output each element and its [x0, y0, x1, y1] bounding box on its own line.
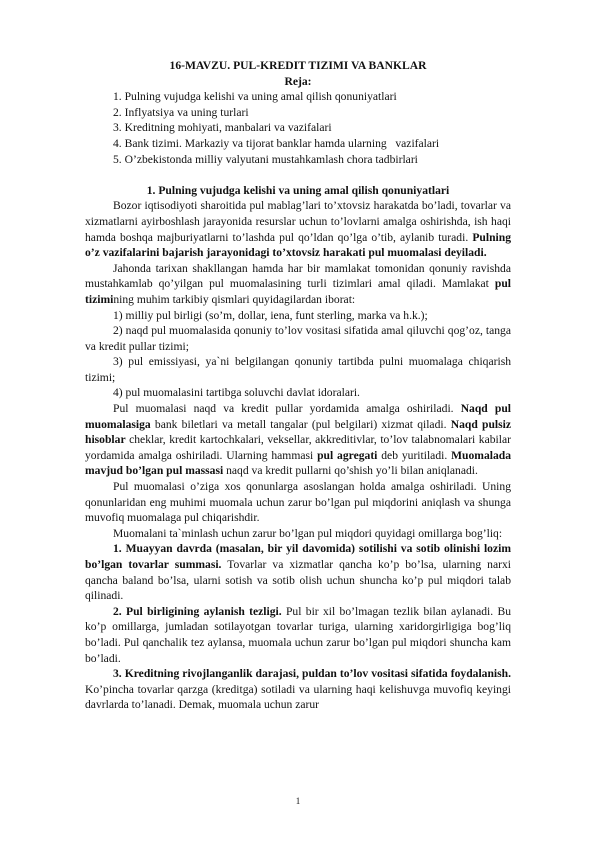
text: Ko’pincha tovarlar qarzga (kreditga) sotiladi va ularning haqi kelishuvga muvofiq keyingi davrlarda to’lanadi. Demak, muomala uchun zarur [85, 682, 511, 712]
factor-paragraph [85, 604, 511, 666]
factor-heading: 1. Muayyan davrda (masalan, bir yil davomida) sotilishi va sotib olinishi lozim bo’lgan tovarlar summasi. [85, 542, 511, 571]
plan-heading: Reja: [284, 74, 312, 88]
list-item: 1) milliy pul birligi (so’m, dollar, iena, funt sterling, marka va h.k.); [113, 308, 428, 322]
text: Pul muomalasi naqd va kredit pullar yordamida amalga oshiriladi. [113, 402, 461, 416]
factor-heading: 3. Kreditning rivojlanganlik darajasi, puldan to’lov vositasi sifatida foydalanish. [113, 667, 511, 681]
text: Pul bir xil bo’lmagan tezlik bilan aylanadi. Bu ko’p omillarga, jumladan sotilayotgan tovarlar turiga, ularning xaridorgirligiga bog’liq bo’ladi. Pul qanchalik tez aylansa, muomala uchun zarur bo’lgan pul miqdori shuncha kam bo’ladi. [85, 604, 512, 665]
paragraph [85, 401, 511, 479]
list-item: 3) pul emissiyasi, ya`ni belgilangan qonuniy tartibda pulni muomalaga chiqarish tizimi; [85, 355, 511, 384]
plan-item: 2. Inflyatsiya va uning turlari [113, 105, 249, 119]
paragraph: Pul muomalasi o’ziga xos qonunlarga asoslangan holda amalga oshiriladi. Uning qonunlaridan eng muhimi muomala uchun zarur bo’lgan pul miqdorini aniqlash va shunga muvofiq muomalaga pul chiqarishdir. [85, 480, 511, 525]
text: bank biletlari va metall tangalar (pul belgilari) xizmat qiladi. [150, 417, 451, 431]
list-item: 4) pul muomalasini tartibga soluvchi davlat idoralari. [113, 386, 360, 400]
plan-item: 4. Bank tizimi. Markaziy va tijorat banklar hamda ularning vazifalari [113, 136, 440, 150]
text: ning muhim tarkibiy qismlari quyidagilardan iborat: [113, 292, 356, 306]
paragraph [85, 261, 511, 308]
plan-list [85, 89, 511, 167]
page-number: 1 [295, 796, 301, 806]
bold-term: Naqd pul muomalasiga [85, 402, 511, 431]
factor-paragraph [85, 541, 511, 603]
bold-term: pul tizimi [85, 277, 511, 306]
section-heading: 1. Pulning vujudga kelishi va uning amal qilish qonuniyatlari [146, 183, 450, 197]
plan-item: 1. Pulning vujudga kelishi va uning amal qilish qonuniyatlari [113, 90, 397, 104]
factor-heading: 2. Pul birligining aylanish tezligi. [113, 604, 282, 618]
list-item: 2) naqd pul muomalasida qonuniy to’lov vositasi sifatida amal qiluvchi qog’oz, tanga va kredit pullar tizimi; [85, 324, 511, 353]
bold-term: Pulning o’z vazifalarini bajarish jarayonidagi to’xtovsiz harakati pul muomalasi deyiladi. [85, 230, 511, 260]
text: naqd va kredit pullarni qo’shish yo’li bilan aniqlanadi. [223, 464, 478, 478]
document-title: 16-MAVZU. PUL-KREDIT TIZIMI VA BANKLAR [169, 59, 427, 72]
text: cheklar, kredit kartochkalari, veksellar, akkreditivlar, to’lov talabnomalari kabilar yordamida amalga oshiriladi. Ularning hammasi [85, 433, 511, 462]
paragraph [85, 198, 511, 260]
text: Jahonda tarixan shakllangan hamda har bir mamlakat tomonidan qonuniy ravishda mustahkamlab qo’yilgan pul muomalasining turli tizimlari amal qiladi. Mamlakat [85, 261, 511, 291]
bold-term: pul agregati [317, 448, 378, 462]
text: Tovarlar va xizmatlar qancha ko’p bo’lsa, ularning narxi qancha baland bo’lsa, ularni sotish va sotib olish uchun shuncha ko’p pul miqdori talab qilinadi. [85, 558, 511, 603]
bold-term: Naqd pulsiz hisoblar [85, 417, 511, 447]
text: deb yuritiladi. [377, 448, 452, 462]
plan-item: 3. Kreditning mohiyati, manbalari va vazifalari [113, 121, 332, 135]
document-page [85, 58, 511, 713]
text: Bozor iqtisodiyoti sharoitida pul mablag’lari to’xtovsiz harakatda bo’ladi, tovarlar va xizmatlarni ayirboshlash jarayonida resurslar uchun to’lovlarni amalga oshirishda, ish haqi hamda boshqa majburiyatlarni to’lashda pul qo’ldan qo’lga o’tib, aylanib turadi. [85, 199, 511, 244]
paragraph: Muomalani ta`minlash uchun zarur bo’lgan pul miqdori quyidagi omillarga bog’liq: [113, 526, 503, 540]
factor-paragraph [85, 666, 511, 713]
plan-item: 5. O’zbekistonda milliy valyutani mustahkamlash chora tadbirlari [113, 152, 418, 166]
bold-term: Muomalada mavjud bo’lgan pul massasi [85, 448, 512, 478]
